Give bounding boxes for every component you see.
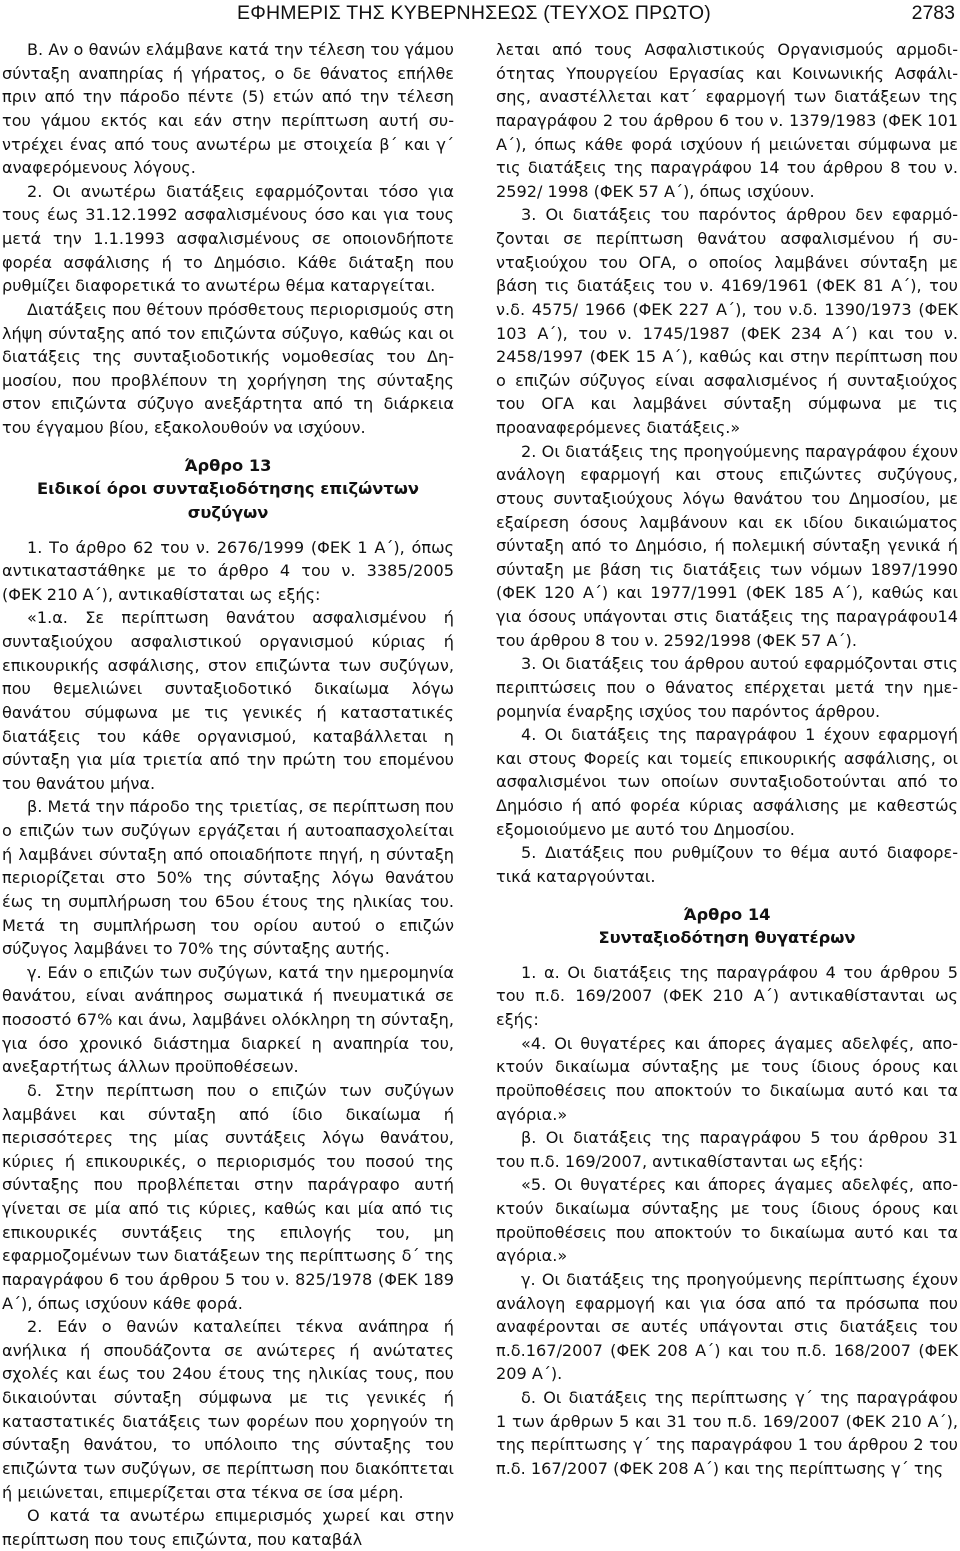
paragraph: 2. Εάν ο θανών καταλείπει τέκνα ανάπηρα ή ανήλικα ή σπουδάζοντα σε ανώτερες ή ανώτατες σχολές και έως του 24ου έτους της ηλικίας τους, που δικαιούνται σύνταξη σύμφωνα με τις γενικές ή καταστατικές διατάξεις των φορέων που χορηγούν τη σύνταξη θανάτου, το υπόλοιπο της σύνταξης του επιζώντα των συζύγων, σε περίπτωση που διακόπτεται ή μειώνεται, επιμερίζεται στα τέκνα σε ίσα μέρη. [2, 1317, 454, 1502]
paragraph: 5. Διατάξεις που ρυθμίζουν το θέμα αυτό διαφορετικά καταργούνται. [496, 843, 958, 886]
paragraph: γ. Εάν ο επιζών των συζύγων, κατά την ημερομηνία θανάτου, είναι ανάπηρος σωματικά ή πνευματικά σε ποσοστό 67% και άνω, λαμβάνει ολόκληρη τη σύνταξη, για όσο χρονικό διάστημα διαρκεί η αναπηρία του, ανεξαρτήτως άλλων προϋποθέσεων. [2, 962, 454, 1077]
gazette-title: ΕΦΗΜΕΡΙΣ ΤΗΣ ΚΥΒΕΡΝΗΣΕΩΣ (ΤΕΥΧΟΣ ΠΡΩΤΟ) [237, 2, 711, 24]
paragraph: «5. Οι θυγατέρες και άπορες άγαμες αδελφές, αποκτούν δικαίωμα σύνταξης με τους ίδιους όρους και προϋποθέσεις που αποκτούν το δικαίωμα αυτό και τα αγόρια.» [496, 1175, 958, 1266]
article-13-title: Ειδικοί όροι συνταξιοδότησης επιζώντων συζύγων [36, 479, 419, 522]
page-header [0, 2, 960, 28]
paragraph: δ. Οι διατάξεις της περίπτωσης γ΄ της παραγράφου 1 των άρθρων 5 και 31 του π.δ. 169/2007 (ΦΕΚ 210 Α΄), της περίπτωσης γ΄ της παραγράφου 1 του άρθρου 2 του π.δ. 167/2007 (ΦΕΚ 208 Α΄) και της περίπτωσης γ΄ της [496, 1388, 958, 1478]
paragraph: β. Οι διατάξεις της παραγράφου 5 του άρθρου 31 του π.δ. 169/2007, αντικαθίστανται ως εξής: [496, 1128, 958, 1171]
paragraph: «1.α. Σε περίπτωση θανάτου ασφαλισμένου ή συνταξιούχου ασφαλιστικού οργανισμού κύριας ή επικουρικής ασφάλισης, στον επιζώντα των συζύγων, που θεμελιώνει συνταξιοδοτικό δικαίωμα λόγω θανάτου σύμφωνα με τις γενικές ή καταστατικές διατάξεις του κάθε οργανισμού, καταβάλλεται η σύνταξη για μία τριετία από την πρώτη του επομένου του θανάτου μήνα. [2, 608, 454, 793]
paragraph: Ο κατά τα ανωτέρω επιμερισμός χωρεί και στην περίπτωση που τους επιζώντα, που καταβάλ [2, 1506, 454, 1549]
article-13-number: Άρθρο 13 [184, 455, 272, 475]
paragraph: λεται από τους Ασφαλιστικούς Οργανισμούς αρμοδιότητας Υπουργείου Εργασίας και Κοινωνικής Ασφάλισης, αναστέλλεται κατ΄ εφαρμογή των διατάξεων της παραγράφου 2 του άρθρου 6 του ν. 1379/1983 (ΦΕΚ 101 Α΄), όπως κάθε φορά ισχύουν ή μειώνεται σύμφωνα με τις διατάξεις της παραγράφου 14 του άρθρου 8 του ν. 2592/ 1998 (ΦΕΚ 57 Α΄), όπως ισχύουν. [496, 40, 958, 201]
paragraph: 3. Οι διατάξεις του παρόντος άρθρου δεν εφαρμόζονται σε περίπτωση θανάτου ασφαλισμένου ή συνταξιούχου του ΟΓΑ, ο οποίος λαμβάνει σύνταξη με βάση τις διατάξεις του ν. 4169/1961 (ΦΕΚ 81 Α΄), του ν.δ. 4575/ 1966 (ΦΕΚ 227 Α΄), του ν.δ. 1390/1973 (ΦΕΚ 103 Α΄), του ν. 1745/1987 (ΦΕΚ 234 Α΄) και του ν. 2458/1997 (ΦΕΚ 15 Α΄), καθώς και στην περίπτωση που ο επιζών σύζυγος είναι ασφαλισμένος ή συνταξιούχος του ΟΓΑ και λαμβάνει σύνταξη σύμφωνα με τις προαναφερόμενες διατάξεις.» [496, 205, 958, 437]
paragraph: γ. Οι διατάξεις της προηγούμενης περίπτωσης έχουν ανάλογη εφαρμογή και για όσα από τα πρόσωπα που αναφέρονται σε αυτές υπάγονται στις διατάξεις του π.δ.167/2007 (ΦΕΚ 208 Α΄) και του π.δ. 168/2007 (ΦΕΚ 209 Α΄). [496, 1269, 958, 1384]
left-column [2, 38, 454, 1551]
paragraph: Διατάξεις που θέτουν πρόσθετους περιορισμούς στη λήψη σύνταξης από τον επιζώντα σύζυγο, καθώς και οι διατάξεις της συνταξιοδοτικής νομοθεσίας του Δημοσίου, που προβλέπουν τη χορήγηση της σύνταξης στον επιζώντα σύζυγο ανεξάρτητα από τη διάρκεια του έγγαμου βίου, εξακολουθούν να ισχύουν. [2, 299, 454, 437]
paragraph: 1. Το άρθρο 62 του ν. 2676/1999 (ΦΕΚ 1 Α΄), όπως αντικαταστάθηκε με το άρθρο 4 του ν. 3385/2005 (ΦΕΚ 210 Α΄), αντικαθίσταται ως εξής: [2, 537, 454, 604]
paragraph: 2. Οι ανωτέρω διατάξεις εφαρμόζονται τόσο για τους έως 31.12.1992 ασφαλισμένους όσο και για τους μετά την 1.1.1993 ασφαλισμένους σε οποιονδήποτε φορέα ασφάλισης ή το Δημόσιο. Κάθε διάταξη που ρυθμίζει διαφορετικά το ανωτέρω θέμα καταργείται. [2, 181, 454, 296]
paragraph: 3. Οι διατάξεις του άρθρου αυτού εφαρμόζονται στις περιπτώσεις που ο θάνατος επέρχεται μετά την ημερομηνία έναρξης ισχύος του παρόντος άρθρου. [496, 654, 958, 721]
paragraph: β. Μετά την πάροδο της τριετίας, σε περίπτωση που ο επιζών των συζύγων εργάζεται ή αυτοαπασχολείται ή λαμβάνει σύνταξη από οποιαδήποτε πηγή, η σύνταξη περιορίζεται στο 50% της σύνταξης λόγω θανάτου έως τη συμπλήρωση του 65ου έτους της ηλικίας του. Μετά τη συμπλήρωση του ορίου αυτού ο επιζών σύζυγος λαμβάνει το 70% της σύνταξης αυτής. [2, 797, 454, 959]
paragraph: 4. Οι διατάξεις της παραγράφου 1 έχουν εφαρμογή και στους Φορείς και τομείς επικουρικής ασφάλισης, οι ασφαλισμένοι των οποίων συνταξιοδοτούνται από το Δημόσιο ή από φορέα κύριας ασφάλισης με καθεστώς εξομοιούμενο με αυτό του Δημοσίου. [496, 725, 958, 839]
paragraph: δ. Στην περίπτωση που ο επιζών των συζύγων λαμβάνει και σύνταξη από ίδιο δικαίωμα ή περισσότερες της μίας συντάξεις λόγω θανάτου, κύριες ή επικουρικές, ο περιορισμός του ποσού της σύνταξης που προβλέπεται στην παράγραφο αυτή γίνεται σε μία από τις κύριες, καθώς και μία από τις επικουρικές συντάξεις της επιλογής του, μη εφαρμοζομένων των διατάξεων της περίπτωσης δ΄ της παραγράφου 6 του άρθρου 5 του ν. 825/1978 (ΦΕΚ 189 Α΄), όπως ισχύουν κάθε φορά. [2, 1080, 454, 1313]
article-14-number: Άρθρο 14 [683, 904, 771, 924]
article-14-title: Συνταξιοδότηση θυγατέρων [598, 928, 856, 948]
right-column [496, 38, 958, 1481]
paragraph: 1. α. Οι διατάξεις της παραγράφου 4 του άρθρου 5 του π.δ. 169/2007 (ΦΕΚ 210 Α΄) αντικαθίστανται ως εξής: [496, 962, 958, 1029]
page-number: 2783 [911, 2, 955, 24]
paragraph: Β. Αν ο θανών ελάμβανε κατά την τέλεση του γάμου σύνταξη αναπηρίας ή γήρατος, ο δε θάνατος επήλθε πριν από την πάροδο πέντε (5) ετών από την τέλεση του γάμου εκτός και εάν στην περίπτωση αυτή συντρέχει ένας από τους ανωτέρω με στοιχεία β΄ και γ΄ αναφερόμενους λόγους. [2, 40, 454, 178]
paragraph: 2. Οι διατάξεις της προηγούμενης παραγράφου έχουν ανάλογη εφαρμογή και στους επιζώντες συζύγους, στους συνταξιούχους λόγω θανάτου του Δημοσίου, με εξαίρεση όσους λαμβάνουν και εκ ιδίου δικαιώματος σύνταξη από το Δημόσιο, ή πολεμική σύνταξη γενικά ή σύνταξη με βάση τις διατάξεις των νόμων 1897/1990 (ΦΕΚ 120 Α΄) και 1977/1991 (ΦΕΚ 185 Α΄), καθώς και για όσους υπάγονται στις διατάξεις της παραγράφου14 του άρθρου 8 του ν. 2592/1998 (ΦΕΚ 57 Α΄). [496, 441, 958, 650]
paragraph: «4. Οι θυγατέρες και άπορες άγαμες αδελφές, αποκτούν δικαίωμα σύνταξης με τους ίδιους όρους και προϋποθέσεις που αποκτούν το δικαίωμα αυτό και τα αγόρια.» [496, 1033, 958, 1124]
